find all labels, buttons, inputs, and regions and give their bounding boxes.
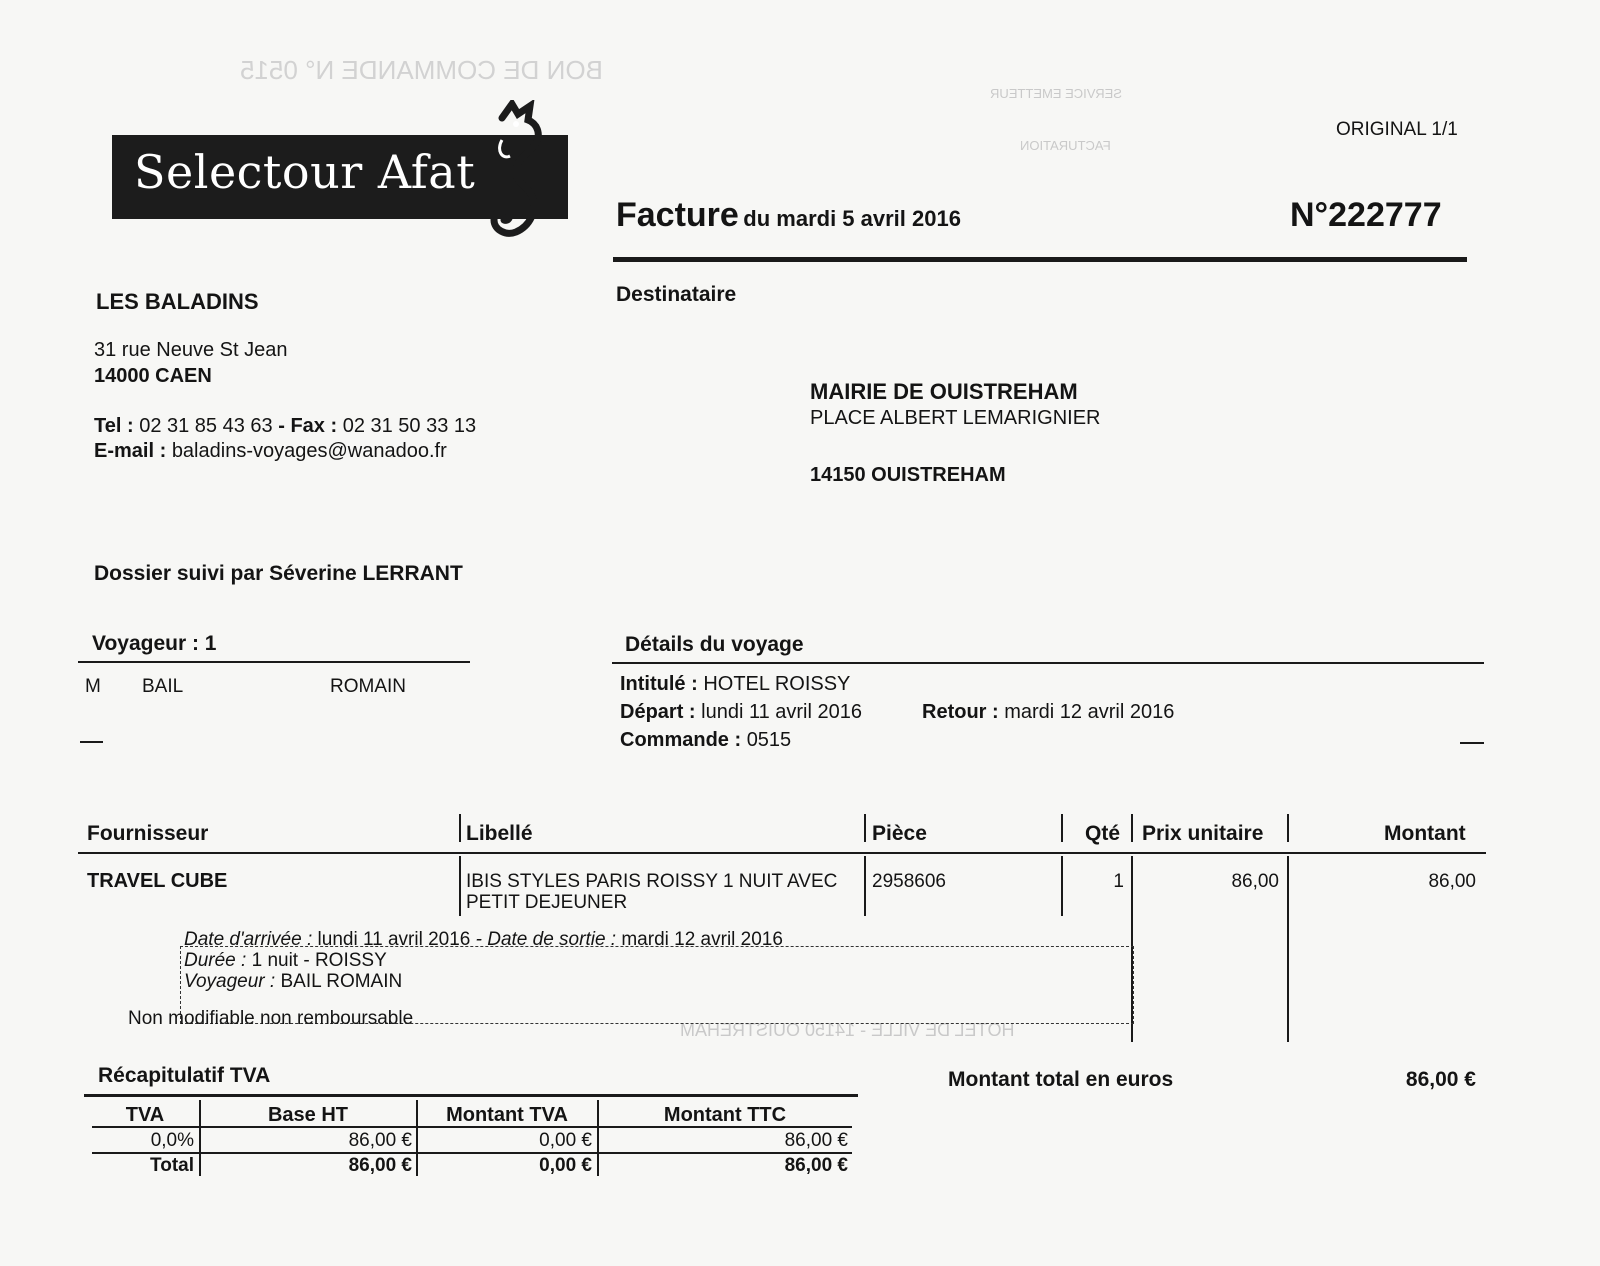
commande-label: Commande : xyxy=(620,729,742,751)
row-libelle xyxy=(466,871,837,913)
row-libelle-line-2: PETIT DEJEUNER xyxy=(466,892,628,913)
recipient-city: 14150 OUISTREHAM xyxy=(810,464,1006,486)
tva-header-tva: TVA xyxy=(125,1104,165,1126)
trip-intitule xyxy=(620,673,850,696)
traveller-end-mark xyxy=(80,741,103,743)
col-header-libelle: Libellé xyxy=(466,822,533,845)
tva-total-base: 86,00 € xyxy=(348,1155,412,1176)
stay-traveller xyxy=(184,971,783,992)
recipient-label: Destinataire xyxy=(616,283,737,306)
commande-value: 0515 xyxy=(746,729,792,751)
stay-dates xyxy=(184,929,783,950)
col-header-prix: Prix unitaire xyxy=(1142,822,1264,845)
sortie-label: - Date de sortie : xyxy=(475,929,617,950)
retour-value: mardi 12 avril 2016 xyxy=(1004,701,1175,723)
trip-depart xyxy=(620,701,862,724)
col-header-fournisseur: Fournisseur xyxy=(87,822,209,845)
row-qte: 1 xyxy=(1113,871,1124,892)
agency-phone-line xyxy=(94,415,476,438)
seahorse-logo-icon xyxy=(472,100,572,260)
tel-value: 02 31 85 43 63 xyxy=(139,415,273,437)
trip-end-mark xyxy=(1460,742,1484,744)
col-sep xyxy=(1131,814,1133,842)
traveller-first-name: ROMAIN xyxy=(330,676,406,697)
duree-label: Durée : xyxy=(184,950,247,971)
doc-date: du mardi 5 avril 2016 xyxy=(743,206,961,231)
voyageur-label: Voyageur : xyxy=(184,971,276,992)
col-sep xyxy=(864,814,866,842)
trip-rule xyxy=(612,662,1484,664)
col-sep xyxy=(1287,814,1289,842)
agency-city: 14000 CAEN xyxy=(94,365,212,387)
row-piece: 2958606 xyxy=(872,871,946,892)
col-header-montant: Montant xyxy=(1384,822,1466,845)
invoice-number: N°222777 xyxy=(1290,196,1442,234)
tva-rate: 0,0% xyxy=(150,1130,194,1151)
fax-value: 02 31 50 33 13 xyxy=(342,415,477,437)
tel-label: Tel : xyxy=(94,415,134,437)
tva-amount: 0,00 € xyxy=(539,1130,592,1151)
original-label: ORIGINAL 1/1 xyxy=(1336,119,1458,140)
row-prix: 86,00 xyxy=(1231,871,1279,892)
duree-value: 1 nuit - ROISSY xyxy=(251,950,387,971)
traveller-title: Voyageur : 1 xyxy=(92,632,217,655)
agency-email-line xyxy=(94,440,447,463)
grand-total-label: Montant total en euros xyxy=(948,1068,1174,1091)
retour-label: Retour : xyxy=(922,701,999,723)
depart-label: Départ : xyxy=(620,701,696,723)
depart-value: lundi 11 avril 2016 xyxy=(701,701,862,723)
intitule-value: HOTEL ROISSY xyxy=(703,673,851,695)
col-header-qte: Qté xyxy=(1085,822,1121,845)
tva-header-base: Base HT xyxy=(267,1104,349,1126)
traveller-rule xyxy=(78,661,470,663)
ghost-text: SERVICE EMETTEUR xyxy=(990,86,1122,101)
ghost-text: HOTEL DE VILLE - 14150 OUISTREHAM xyxy=(680,1020,1015,1040)
recipient-name: MAIRIE DE OUISTREHAM xyxy=(810,379,1078,404)
trip-title: Détails du voyage xyxy=(625,633,804,656)
ghost-text: FACTURATION xyxy=(1020,138,1111,153)
col-sep xyxy=(459,814,461,842)
tva-top-rule xyxy=(84,1094,858,1097)
traveller-last-name: BAIL xyxy=(142,676,184,697)
email-label: E-mail : xyxy=(94,440,167,462)
arrivee-label: Date d'arrivée : xyxy=(184,929,313,950)
grand-total-value: 86,00 € xyxy=(1405,1068,1476,1091)
tva-header-montant-tva: Montant TVA xyxy=(446,1104,568,1126)
tva-ttc: 86,00 € xyxy=(784,1130,848,1151)
email-value: baladins-voyages@wanadoo.fr xyxy=(171,440,447,462)
row-libelle-line-1: IBIS STYLES PARIS ROISSY 1 NUIT AVEC xyxy=(466,871,838,892)
tva-total-ttc: 86,00 € xyxy=(784,1155,848,1176)
stay-details xyxy=(184,929,783,992)
col-header-piece: Pièce xyxy=(872,822,927,845)
tva-title: Récapitulatif TVA xyxy=(98,1064,271,1087)
stay-duration xyxy=(184,950,783,971)
tva-header-ttc: Montant TTC xyxy=(663,1104,787,1126)
arrivee-value: lundi 11 avril 2016 xyxy=(317,929,471,950)
logo-text: Selectour Afat xyxy=(134,145,476,199)
traveller-civility: M xyxy=(85,676,101,697)
invoice-title xyxy=(616,196,961,235)
tva-total-label: Total xyxy=(150,1155,194,1176)
row-montant: 86,00 xyxy=(1428,871,1476,892)
agency-name: LES BALADINS xyxy=(96,289,259,314)
col-sep xyxy=(864,856,866,916)
tva-base: 86,00 € xyxy=(348,1130,412,1151)
ghost-text: BON DE COMMANDE N° 0515 xyxy=(240,55,603,85)
doc-type: Facture xyxy=(616,196,739,234)
header-rule xyxy=(613,257,1467,262)
tva-row-rule xyxy=(92,1152,852,1154)
tva-header-rule xyxy=(92,1126,852,1128)
col-sep xyxy=(459,856,461,916)
col-sep xyxy=(1061,814,1063,842)
trip-commande xyxy=(620,729,791,752)
lines-header-rule xyxy=(78,852,1486,854)
sortie-value: mardi 12 avril 2016 xyxy=(621,929,783,950)
row-fournisseur: TRAVEL CUBE xyxy=(87,870,228,892)
cancellation-note: Non modifiable non remboursable xyxy=(128,1008,414,1029)
fax-label: - Fax : xyxy=(278,415,338,437)
intitule-label: Intitulé : xyxy=(620,673,698,695)
followed-by: Dossier suivi par Séverine LERRANT xyxy=(94,562,463,585)
recipient-address: PLACE ALBERT LEMARIGNIER xyxy=(810,407,1101,429)
trip-retour xyxy=(922,701,1174,724)
agency-street: 31 rue Neuve St Jean xyxy=(94,339,288,361)
tva-total-amount: 0,00 € xyxy=(539,1155,592,1176)
voyageur-value: BAIL ROMAIN xyxy=(280,971,403,992)
